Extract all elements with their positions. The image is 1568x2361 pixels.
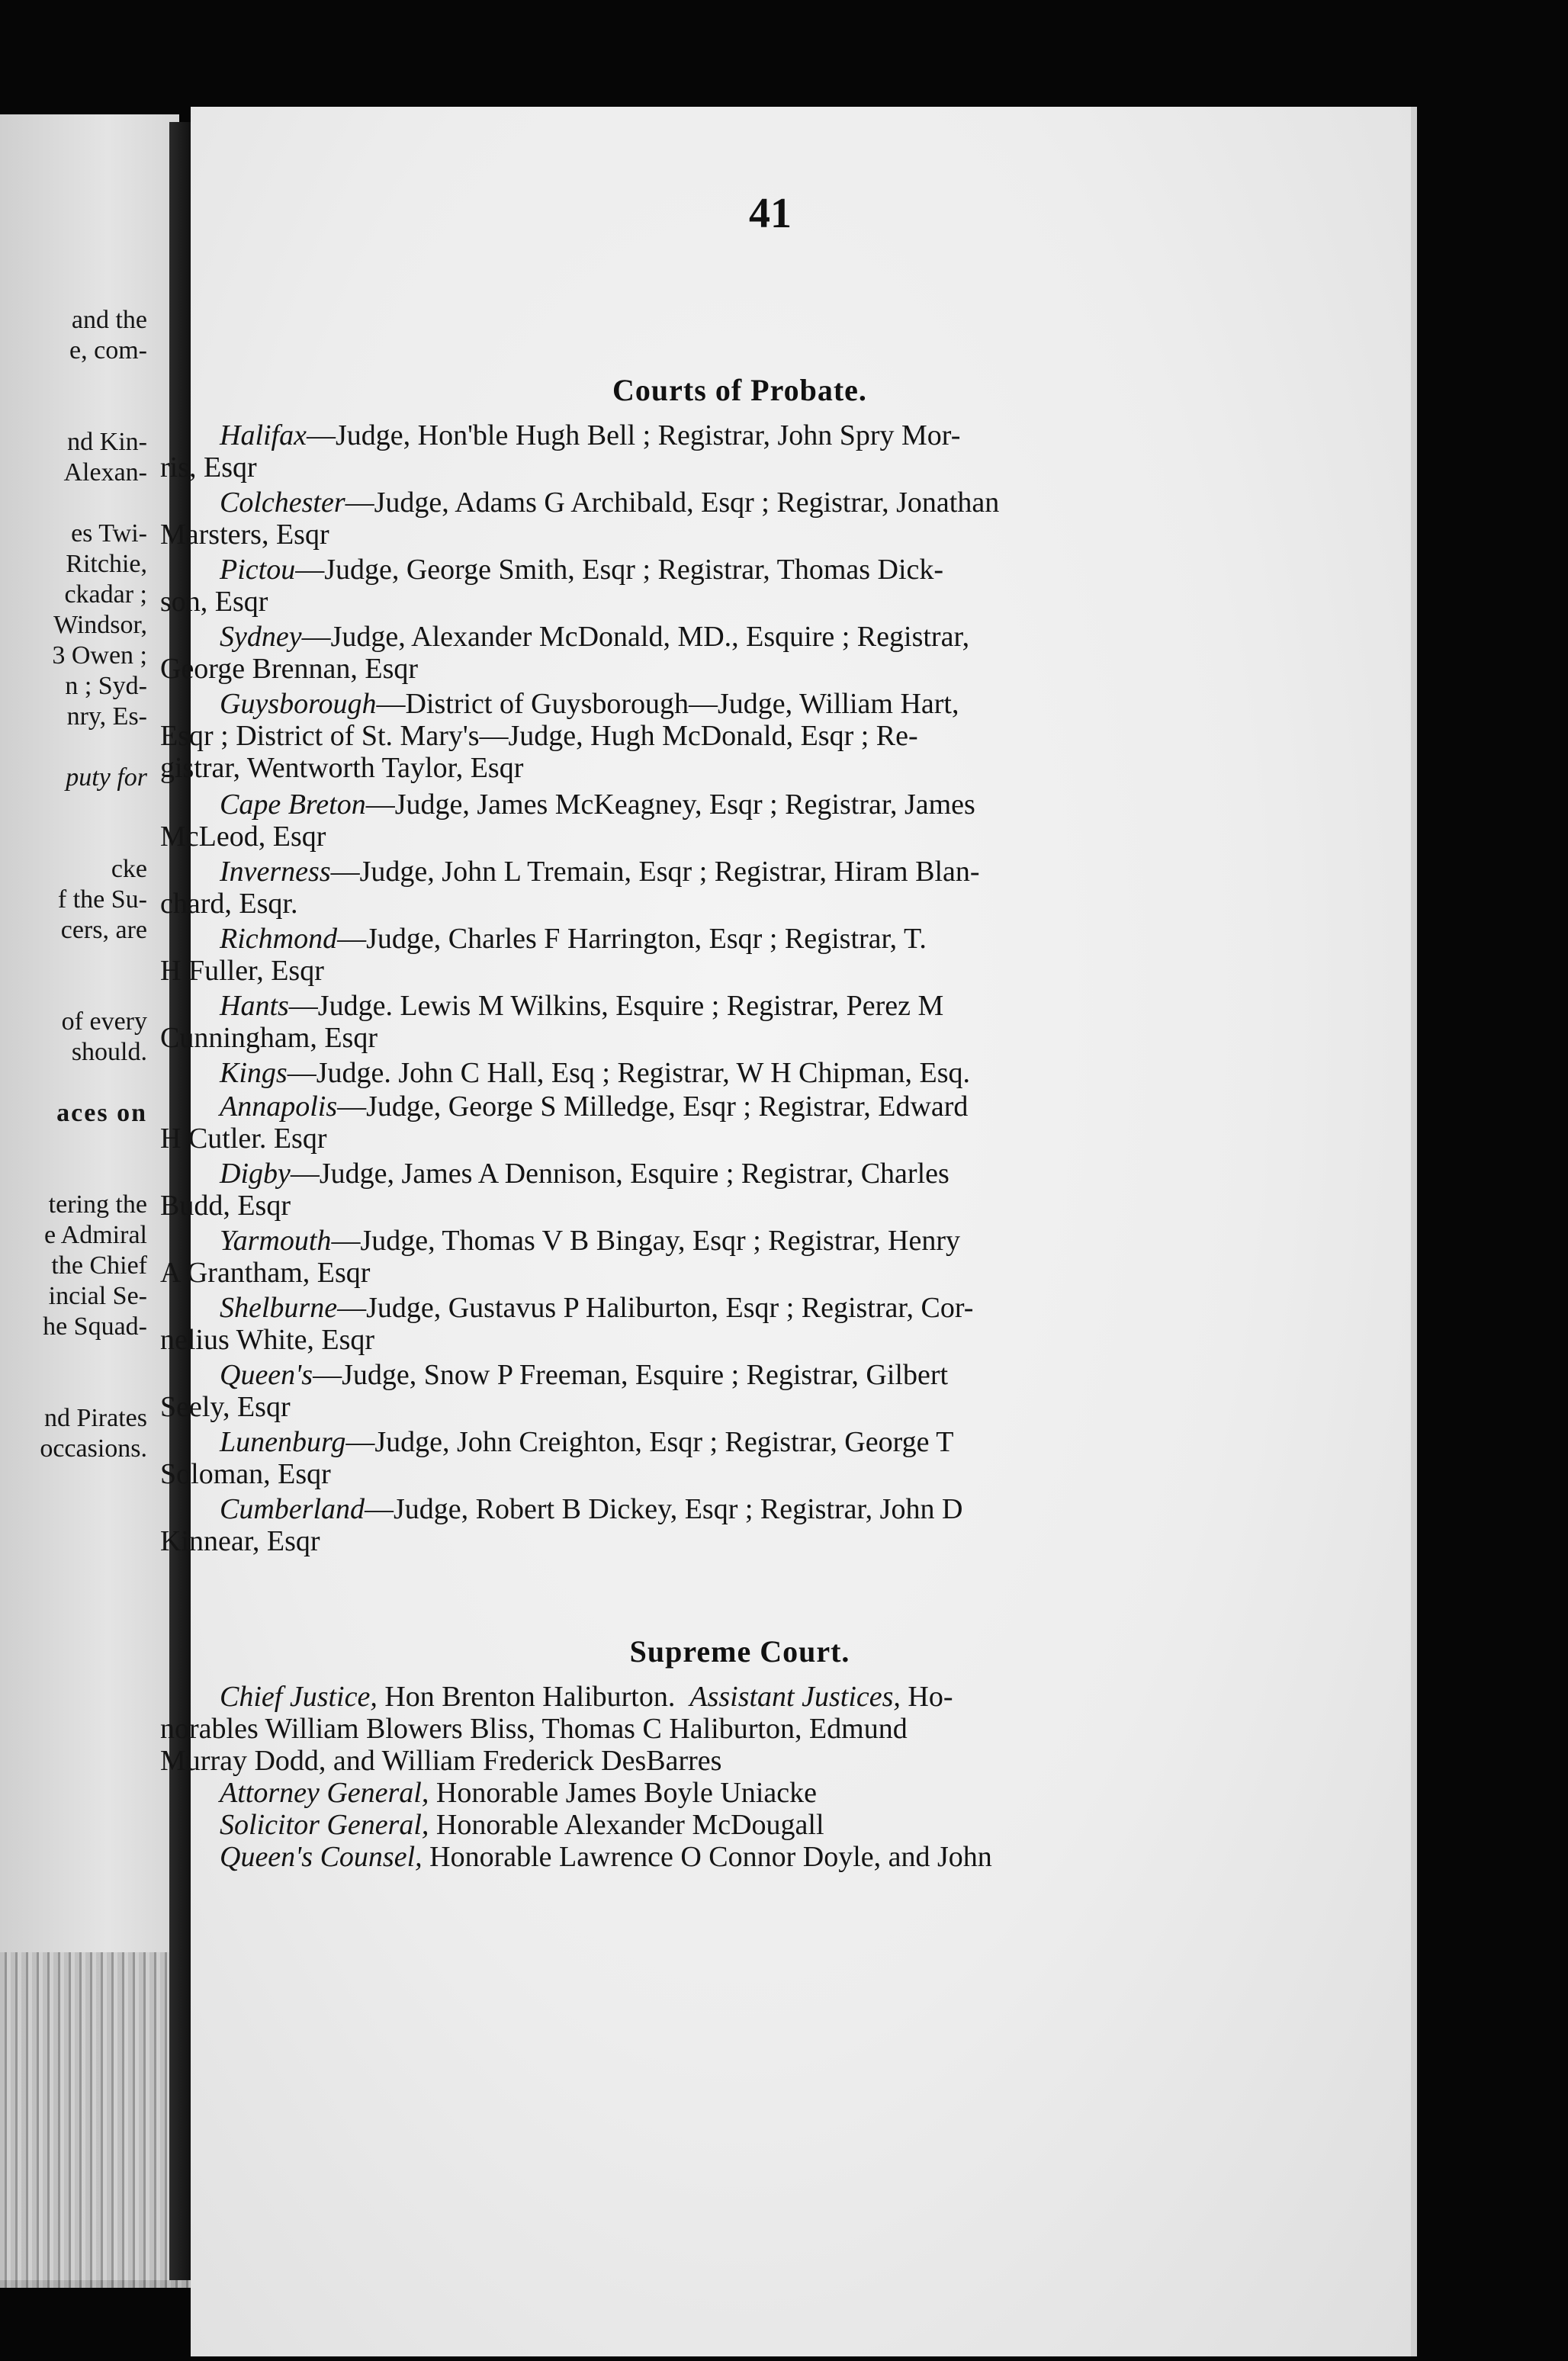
probate-entry bbox=[160, 990, 1274, 1054]
probate-entry-line-2: chard, Esqr. bbox=[160, 888, 298, 920]
probate-place-name: Cumberland bbox=[220, 1493, 365, 1525]
left-page-fragment: n ; Syd- bbox=[65, 672, 147, 700]
chief-justice-label: Chief Justice, bbox=[220, 1681, 378, 1713]
probate-entry-line-1 bbox=[160, 621, 1274, 653]
left-page-fragment: tering the bbox=[48, 1190, 147, 1219]
supreme-court-heading: Supreme Court. bbox=[629, 1634, 850, 1669]
probate-entry-line-2: Budd, Esqr bbox=[160, 1190, 291, 1222]
left-page-fragment bbox=[0, 824, 147, 854]
left-page-fragment bbox=[0, 1373, 147, 1403]
probate-entry-line-2: H Fuller, Esqr bbox=[160, 955, 324, 987]
probate-entry bbox=[160, 487, 1274, 551]
probate-entry-line-1 bbox=[160, 1057, 1274, 1089]
left-page-fragment: es Twi- bbox=[71, 519, 147, 548]
probate-place-name: Cape Breton bbox=[220, 789, 366, 821]
probate-entry-officials: —Judge, Alexander McDonald, MD., Esquire ; Registrar, bbox=[301, 621, 970, 653]
supreme-line-4 bbox=[160, 1777, 1274, 1809]
left-page-fragment: e, com- bbox=[69, 336, 147, 365]
probate-entry-line-2: A Grantham, Esqr bbox=[160, 1257, 371, 1289]
right-page bbox=[160, 107, 1411, 2356]
probate-entry bbox=[160, 1091, 1274, 1155]
left-page-fragment: ckadar ; bbox=[64, 580, 147, 609]
probate-entry bbox=[160, 621, 1274, 685]
probate-entry-officials: —Judge, James A Dennison, Esquire ; Registrar, Charles bbox=[290, 1158, 949, 1190]
probate-entry-line-1 bbox=[160, 419, 1274, 451]
probate-entry-line-2: McLeod, Esqr bbox=[160, 821, 326, 853]
probate-place-name: Kings bbox=[220, 1057, 288, 1089]
left-page-text-fragments bbox=[0, 305, 147, 1464]
supreme-line-6 bbox=[160, 1841, 1274, 1873]
probate-entry-line-2: son, Esqr bbox=[160, 586, 268, 618]
probate-entry-line-2: ris, Esqr bbox=[160, 451, 257, 483]
queens-counsel-label: Queen's Counsel, bbox=[220, 1841, 423, 1873]
probate-entry-officials: —Judge, Adams G Archibald, Esqr ; Registrar, Jonathan bbox=[345, 487, 1000, 519]
probate-entry-line-1 bbox=[160, 688, 1274, 720]
supreme-line-2: norables William Blowers Bliss, Thomas C Haliburton, Edmund bbox=[160, 1713, 908, 1745]
probate-entry-officials: —Judge, John L Tremain, Esqr ; Registrar, Hiram Blan- bbox=[330, 856, 980, 888]
probate-place-name: Guysborough bbox=[220, 688, 377, 720]
queens-counsel-name: Honorable Lawrence O Connor Doyle, and John bbox=[422, 1841, 992, 1873]
probate-entry bbox=[160, 688, 1274, 784]
attorney-general-name: Honorable James Boyle Uniacke bbox=[429, 1777, 817, 1809]
probate-place-name: Yarmouth bbox=[220, 1225, 332, 1257]
probate-entry-line-1 bbox=[160, 1292, 1274, 1324]
assistant-justices-label: Assistant Justices, bbox=[689, 1681, 901, 1713]
probate-entry-officials: —Judge, Charles F Harrington, Esqr ; Registrar, T. bbox=[337, 923, 927, 955]
probate-entry bbox=[160, 1057, 1274, 1089]
left-page-fragment: cers, are bbox=[60, 916, 147, 944]
probate-place-name: Hants bbox=[220, 990, 289, 1022]
probate-place-name: Sydney bbox=[220, 621, 302, 653]
probate-place-name: Digby bbox=[220, 1158, 291, 1190]
left-page-fragment bbox=[0, 1342, 147, 1373]
left-page-fragment bbox=[0, 397, 147, 427]
probate-entry bbox=[160, 856, 1274, 920]
probate-entry-line-2: Cunningham, Esqr bbox=[160, 1022, 378, 1054]
probate-entry bbox=[160, 1426, 1274, 1490]
probate-entry-line-1 bbox=[160, 554, 1274, 586]
probate-entry-officials: —Judge, George Smith, Esqr ; Registrar, Thomas Dick- bbox=[295, 554, 944, 586]
probate-place-name: Colchester bbox=[220, 487, 345, 519]
left-page-fragment: he Squad- bbox=[43, 1312, 147, 1341]
probate-entry-officials: —Judge. John C Hall, Esq ; Registrar, W H Chipman, Esq. bbox=[287, 1057, 971, 1089]
left-page-fragment: of every bbox=[61, 1007, 147, 1036]
probate-entry-officials: —Judge, Gustavus P Haliburton, Esqr ; Registrar, Cor- bbox=[337, 1292, 974, 1324]
page-number: 41 bbox=[749, 190, 792, 237]
left-page-fragment bbox=[0, 1129, 147, 1159]
left-page-fragment: aces on bbox=[56, 1099, 147, 1127]
probate-entry-officials: —Judge. Lewis M Wilkins, Esquire ; Registrar, Perez M bbox=[288, 990, 944, 1022]
probate-place-name: Lunenburg bbox=[220, 1426, 346, 1458]
probate-entry-line-1 bbox=[160, 1493, 1274, 1525]
left-page-fragment: e Admiral bbox=[43, 1221, 147, 1249]
left-page-fragment: cke bbox=[111, 855, 147, 883]
probate-entry-line-2: Kinnear, Esqr bbox=[160, 1525, 320, 1557]
probate-entry bbox=[160, 1493, 1274, 1557]
solicitor-general-name: Honorable Alexander McDougall bbox=[429, 1809, 824, 1841]
left-page-fragment bbox=[0, 976, 147, 1007]
left-page-fragment: should. bbox=[71, 1038, 147, 1066]
probate-entry-officials: —Judge, Snow P Freeman, Esquire ; Registrar, Gilbert bbox=[313, 1359, 949, 1391]
probate-entry-line-2: Esqr ; District of St. Mary's—Judge, Hugh McDonald, Esqr ; Re- bbox=[160, 720, 918, 752]
probate-entry bbox=[160, 923, 1274, 987]
probate-entry-line-2: Seely, Esqr bbox=[160, 1391, 291, 1423]
probate-place-name: Inverness bbox=[220, 856, 331, 888]
probate-entry-officials: —Judge, John Creighton, Esqr ; Registrar, George T bbox=[345, 1426, 954, 1458]
courts-of-probate-heading: Courts of Probate. bbox=[612, 373, 867, 407]
probate-entry-officials: —Judge, George S Milledge, Esqr ; Registrar, Edward bbox=[337, 1091, 969, 1123]
probate-entry-line-1 bbox=[160, 1426, 1274, 1458]
probate-entry-line-2: nelius White, Esqr bbox=[160, 1324, 375, 1356]
left-page-fragment: 3 Owen ; bbox=[52, 641, 147, 670]
left-page-fragment: nd Pirates bbox=[43, 1404, 147, 1432]
probate-entry bbox=[160, 1292, 1274, 1356]
chief-justice-name: Hon Brenton Haliburton. bbox=[377, 1681, 676, 1713]
probate-entry-officials: —Judge, Hon'ble Hugh Bell ; Registrar, John Spry Mor- bbox=[306, 419, 961, 451]
supreme-line-3: Murray Dodd, and William Frederick DesBarres bbox=[160, 1745, 722, 1777]
probate-entry bbox=[160, 1225, 1274, 1289]
probate-entry-line-1 bbox=[160, 990, 1274, 1022]
probate-entry-line-2: H Cutler. Esqr bbox=[160, 1123, 327, 1155]
left-page-fragment: f the Su- bbox=[57, 885, 147, 914]
probate-entry-line-1 bbox=[160, 1225, 1274, 1257]
probate-entry-line-1 bbox=[160, 856, 1274, 888]
left-page-fragment: and the bbox=[71, 306, 147, 334]
supreme-line-1 bbox=[160, 1681, 1274, 1713]
left-page-fragment: occasions. bbox=[40, 1434, 147, 1463]
probate-entry bbox=[160, 1359, 1274, 1423]
probate-entry-officials: —Judge, James McKeagney, Esqr ; Registrar, James bbox=[365, 789, 975, 821]
probate-entry-line-3: gistrar, Wentworth Taylor, Esqr bbox=[160, 752, 524, 784]
left-page-fragment: incial Se- bbox=[48, 1282, 147, 1310]
probate-entry-officials: —District of Guysborough—Judge, William Hart, bbox=[376, 688, 959, 720]
left-page-fragment: nry, Es- bbox=[66, 702, 147, 731]
left-page-fragment bbox=[0, 946, 147, 976]
left-page-fragment: Alexan- bbox=[63, 458, 147, 487]
probate-entry bbox=[160, 1158, 1274, 1222]
solicitor-general-label: Solicitor General, bbox=[220, 1809, 429, 1841]
left-page-fragment: the Chief bbox=[51, 1251, 147, 1280]
supreme-court-text bbox=[160, 1681, 1274, 1873]
probate-entry-line-1 bbox=[160, 789, 1274, 821]
left-page-fragment: Ritchie, bbox=[66, 550, 147, 578]
probate-place-name: Shelburne bbox=[220, 1292, 338, 1324]
left-page-fragment: Windsor, bbox=[53, 611, 147, 639]
left-page-fragment bbox=[0, 488, 147, 519]
left-page-fragment bbox=[0, 732, 147, 763]
probate-entry bbox=[160, 554, 1274, 618]
probate-entry-line-2: Soloman, Esqr bbox=[160, 1458, 331, 1490]
probate-entry-line-2: Marsters, Esqr bbox=[160, 519, 329, 551]
probate-place-name: Richmond bbox=[220, 923, 338, 955]
left-page-fragment: puty for bbox=[66, 763, 147, 792]
left-page-fragment: nd Kin- bbox=[67, 428, 147, 456]
probate-entry bbox=[160, 419, 1274, 483]
probate-entry bbox=[160, 789, 1274, 853]
probate-entry-line-1 bbox=[160, 923, 1274, 955]
assistant-justices-tail: Ho- bbox=[900, 1681, 953, 1713]
probate-entry-line-1 bbox=[160, 1158, 1274, 1190]
probate-entry-officials: —Judge, Robert B Dickey, Esqr ; Registrar, John D bbox=[365, 1493, 963, 1525]
probate-entry-line-1 bbox=[160, 487, 1274, 519]
probate-entry-line-1 bbox=[160, 1359, 1274, 1391]
probate-entry-officials: —Judge, Thomas V B Bingay, Esqr ; Registrar, Henry bbox=[331, 1225, 960, 1257]
probate-place-name: Halifax bbox=[220, 419, 307, 451]
left-page-fragment bbox=[0, 793, 147, 824]
probate-place-name: Queen's bbox=[220, 1359, 313, 1391]
attorney-general-label: Attorney General, bbox=[220, 1777, 429, 1809]
left-page-fragment bbox=[0, 1068, 147, 1098]
left-page-fragment bbox=[0, 366, 147, 397]
probate-entry-line-1 bbox=[160, 1091, 1274, 1123]
probate-place-name: Pictou bbox=[220, 554, 296, 586]
probate-entry-line-2: George Brennan, Esqr bbox=[160, 653, 419, 685]
left-page-fragment bbox=[0, 1159, 147, 1190]
supreme-line-5 bbox=[160, 1809, 1274, 1841]
probate-place-name: Annapolis bbox=[220, 1091, 338, 1123]
